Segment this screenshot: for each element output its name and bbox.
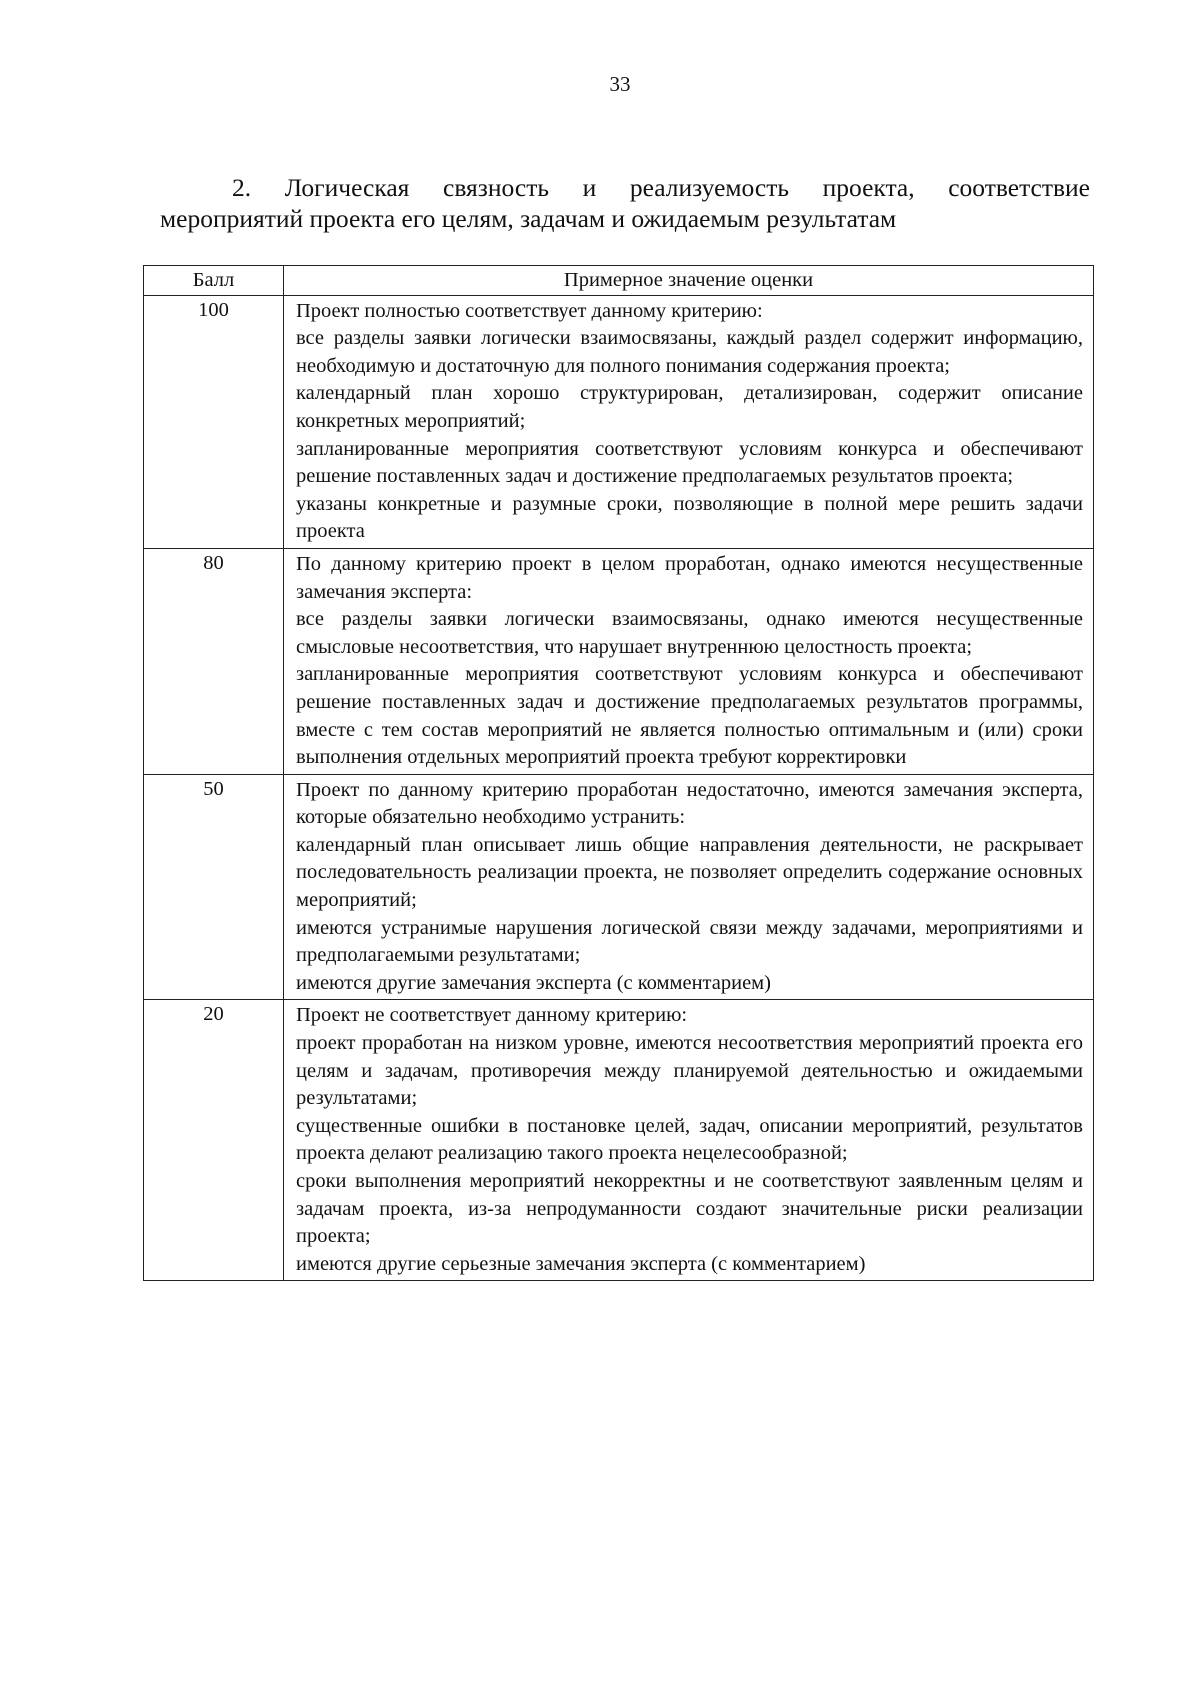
description-line: календарный план описывает лишь общие направления деятельности, не раскрывает последовательность реализации проекта, не позволяет определить содержание основных мероприятий; xyxy=(296,833,1083,912)
criteria-table xyxy=(143,265,1094,1281)
description-cell xyxy=(284,295,1094,548)
page-number: 33 xyxy=(609,72,631,96)
description-line: запланированные мероприятия соответствуют условиям конкурса и обеспечивают решение поставленных задач и достижение предполагаемых результатов программы, вместе с тем состав мероприятий не является полностью оптимальным и (или) сроки выполнения отдельных мероприятий проекта требуют корректировки xyxy=(296,663,1083,769)
table-header-row xyxy=(144,266,1094,296)
score-cell: 80 xyxy=(144,548,284,774)
score-cell: 20 xyxy=(144,1000,284,1281)
description-line: имеются устранимые нарушения логической связи между задачами, мероприятиями и предполагаемыми результатами; xyxy=(296,916,1083,967)
description-line: все разделы заявки логически взаимосвязаны, каждый раздел содержит информацию, необходимую и достаточную для полного понимания содержания проекта; xyxy=(296,327,1083,377)
description-line: По данному критерию проект в целом проработан, однако имеются несущественные замечания эксперта: xyxy=(296,552,1083,603)
section-title-line-2: мероприятий проекта его целям, задачам и ожидаемым результатам xyxy=(160,204,897,233)
section-title xyxy=(160,172,1090,234)
column-header-description: Примерное значение оценки xyxy=(284,266,1094,296)
description-line: проект проработан на низком уровне, имеются несоответствия мероприятий проекта его целям и задачам, противоречия между планируемой деятельностью и ожидаемыми результатами; xyxy=(296,1032,1083,1110)
description-line: Проект по данному критерию проработан недостаточно, имеются замечания эксперта, которые обязательно необходимо устранить: xyxy=(296,778,1083,829)
description-line: сроки выполнения мероприятий некорректны и не соответствуют заявленным целям и задачам проекта, из-за непродуманности создают значительные риски реализации проекта; xyxy=(296,1170,1083,1248)
description-cell xyxy=(284,1000,1094,1281)
table-row xyxy=(144,548,1094,774)
score-cell: 100 xyxy=(144,295,284,548)
description-line: запланированные мероприятия соответствуют условиям конкурса и обеспечивают решение поставленных задач и достижение предполагаемых результатов проекта; xyxy=(296,437,1083,488)
column-header-score: Балл xyxy=(144,266,284,296)
section-title-line-1: 2. Логическая связность и реализуемость проекта, соответствие xyxy=(232,173,1090,202)
description-cell xyxy=(284,774,1094,1000)
table-row xyxy=(144,1000,1094,1281)
description-line: Проект полностью соответствует данному критерию: xyxy=(296,299,763,322)
description-cell xyxy=(284,548,1094,774)
description-line: указаны конкретные и разумные сроки, позволяющие в полной мере решить задачи проекта xyxy=(296,492,1083,543)
description-line: все разделы заявки логически взаимосвязаны, однако имеются несущественные смысловые несоответствия, что нарушает внутреннюю целостность проекта; xyxy=(296,608,1083,658)
description-line: существенные ошибки в постановке целей, задач, описании мероприятий, результатов проекта делают реализацию такого проекта нецелесообразной; xyxy=(296,1114,1083,1165)
description-line: календарный план хорошо структурирован, детализирован, содержит описание конкретных мероприятий; xyxy=(296,382,1083,432)
table-row xyxy=(144,774,1094,1000)
description-line: Проект не соответствует данному критерию: xyxy=(296,1004,688,1027)
score-cell: 50 xyxy=(144,774,284,1000)
table-row xyxy=(144,295,1094,548)
description-line: имеются другие серьезные замечания эксперта (с комментарием) xyxy=(296,1252,866,1275)
description-line: имеются другие замечания эксперта (с комментарием) xyxy=(296,971,771,994)
